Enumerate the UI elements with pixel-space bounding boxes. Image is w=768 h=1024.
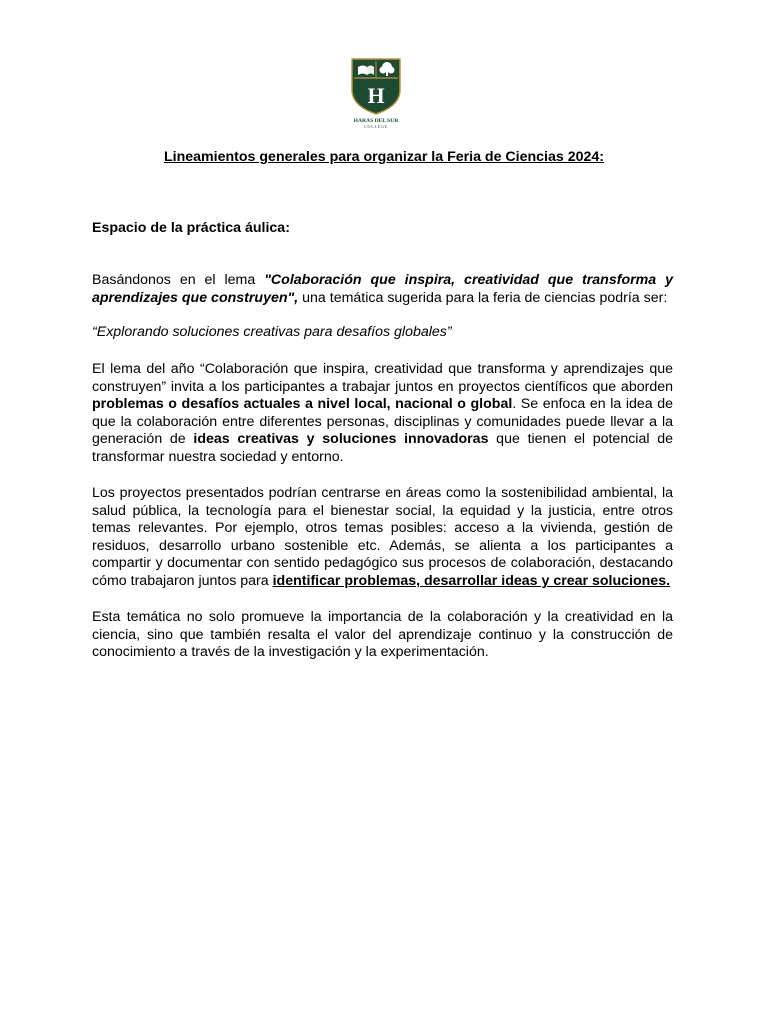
bold-problems: problemas o desafíos actuales a nivel local, nacional o global	[92, 396, 513, 413]
logo-subtitle: COLLEGE	[364, 124, 388, 129]
projects-text: Los proyectos presentados podrían centrarse en áreas como la sostenibilidad ambiental, la salud pública, la tecnología para el bienestar social, la equidad y la justicia, entre otros temas relevantes. Por ejemplo, otros temas posibles: acceso a la vivienda, gestión de residuos, desarrollo urbano sostenible etc. Además, se alienta a los participantes a compartir y documentar con sentido pedagógico sus procesos de colaboración, destacando cómo trabajaron juntos para	[92, 485, 673, 589]
school-logo	[348, 56, 404, 130]
intro-text: Basándonos en el lema	[92, 272, 265, 288]
intro-text-end: una temática sugerida para la feria de ciencias podría ser:	[298, 289, 668, 306]
motto-text-end: que tienen el potencial de transformar nuestra sociedad y entorno.	[92, 431, 673, 465]
section-title: Espacio de la práctica áulica:	[92, 220, 290, 236]
motto-text: El lema del año “Colaboración que inspira, creatividad que transforma y aprendizajes que construyen” invita a los participantes a trabajar juntos en proyectos científicos que aborden	[92, 361, 673, 395]
theme-proposal: “Explorando soluciones creativas para desafíos globales”	[92, 324, 452, 340]
paragraph-motto	[92, 361, 673, 467]
paragraph-intro	[92, 272, 673, 307]
motto-quote: "Colaboración que inspira, creatividad que transforma y aprendizajes que construyen",	[92, 272, 673, 306]
underlined-goals: identificar problemas, desarrollar ideas y crear soluciones.	[272, 572, 671, 589]
motto-text-mid: . Se enfoca en la idea de que la colaboración entre diferentes personas, disciplinas y comunidades puede llevar a la generación de	[92, 396, 673, 448]
logo-name: HARAS DEL SUR	[353, 118, 399, 124]
book-icon	[358, 66, 374, 76]
paragraph-projects	[92, 485, 673, 591]
logo-letter: H	[367, 83, 385, 108]
bold-ideas: ideas creativas y soluciones innovadoras	[193, 431, 489, 448]
paragraph-conclusion: Esta temática no solo promueve la importancia de la colaboración y la creatividad en la ciencia, sino que también resalta el valor del aprendizaje continuo y la construcción de conocimiento a través de la investigación y la experimentación.	[92, 609, 673, 661]
document-title: Lineamientos generales para organizar la Feria de Ciencias 2024:	[164, 149, 604, 165]
